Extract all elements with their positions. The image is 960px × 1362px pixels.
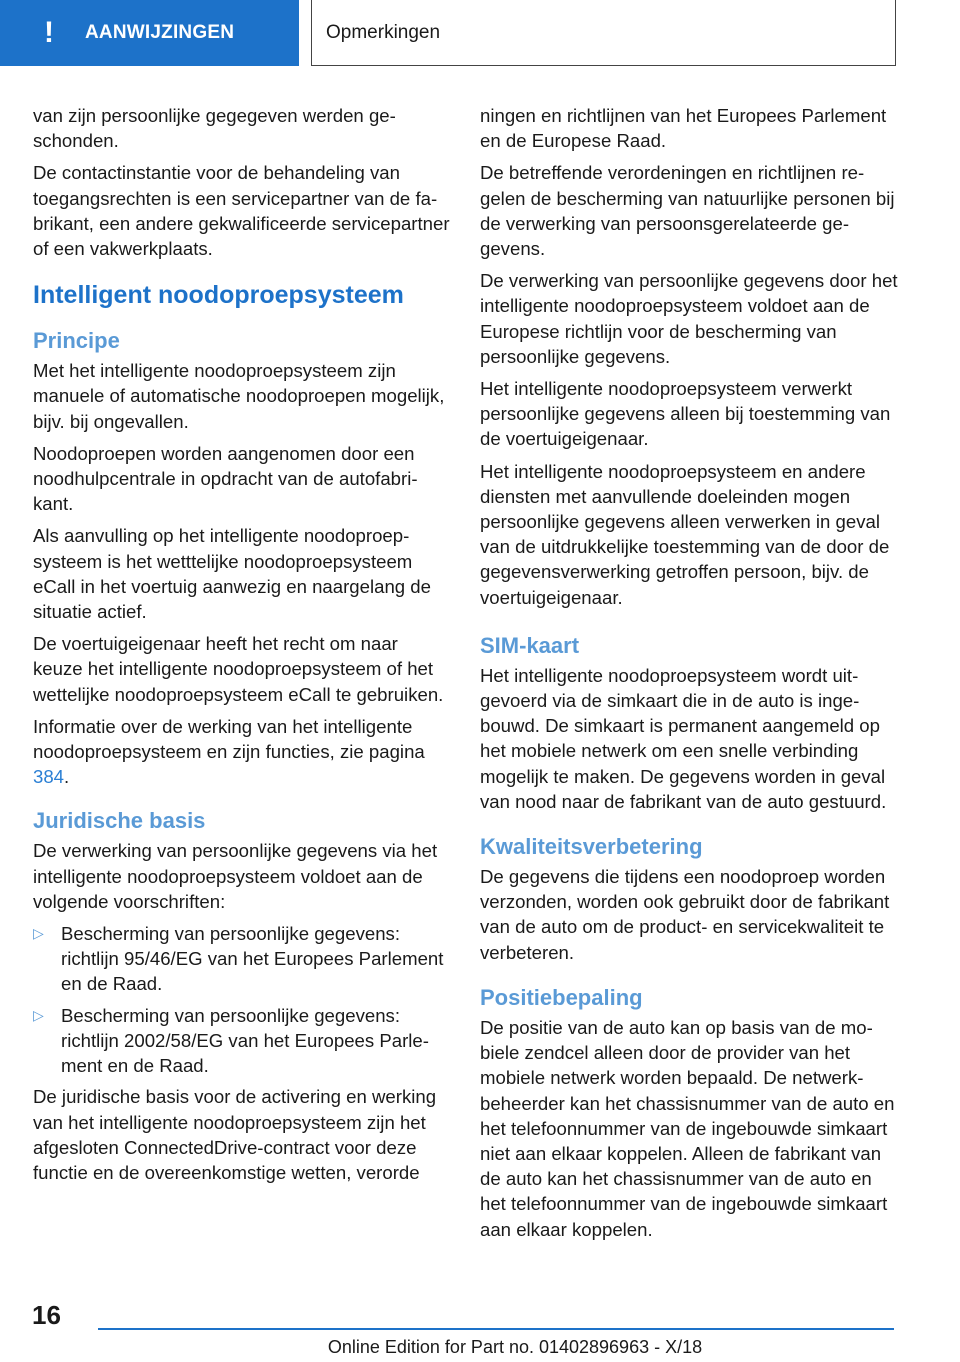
section-title: AANWIJZINGEN [85, 22, 235, 43]
paragraph: Het intelligente noodoproepsysteem wordt uitgevoerd via de simkaart die in de auto is ingebouwd. De simkaart is permanent aangemeld op het mobiele netwerk om een snelle verbinding mogelijk te maken. De gegevens worden in geval van nood naar de fabrikant van de auto gestuurd. [480, 664, 887, 812]
heading-principe: Principe [33, 328, 120, 354]
list-item-text: Bescherming van persoonlijke gegevens: richtlijn 2002/58/EG van het Europees Parlement en de Raad. [61, 1004, 429, 1077]
paragraph: De gegevens die tijdens een noodoproep worden verzonden, worden ook gebruikt door de fabrikant van de auto om de product- en servicekwaliteit te verbeteren. [480, 866, 890, 963]
subsection-title: Opmerkingen [326, 21, 441, 43]
list-item [33, 1003, 451, 1079]
list-item [33, 921, 451, 997]
regulation-list [33, 921, 451, 1078]
triangle-bullet-icon: ▷ [33, 925, 44, 942]
paragraph: De positie van de auto kan op basis van de mobiele zendcel alleen door de provider van het mobiele netwerk worden bepaald. De netwerkbeheerder kan het chassisnummer van de auto en het telefoonnummer van de ingebouwde simkaart niet aan elkaar koppelen. Alleen de fabrikant van de auto kan het chassisnummer van de auto en het telefoonnummer van de ingebouwde simkaart aan elkaar koppelen. [480, 1016, 895, 1240]
paragraph: Als aanvulling op het intelligente noodoproepsysteem is het wetttelijke noodoproepsysteem eCall in het voertuig aanwezig en naargelang de situatie actief. [33, 525, 431, 623]
paragraph: ningen en richtlijnen van het Europees Parlement en de Europese Raad. [480, 105, 887, 152]
paragraph: Het intelligente noodoproepsysteem verwerkt persoonlijke gegevens alleen bij toestemming van de voertuigeigenaar. [480, 378, 891, 450]
left-column [33, 103, 451, 1192]
reference-text: Informatie over de werking van het intelligente noodoproepsysteem en zijn functies, zie pagina [33, 715, 425, 763]
paragraph: Noodoproepen worden aangenomen door een noodhulpcentrale in opdracht van de autofabrikant. [33, 442, 418, 515]
paragraph: De contactinstantie voor de behandeling van toegangsrechten is een servicepartner van de fabrikant, een andere gekwalificeerde servicepartner of een vakwerkplaats. [33, 162, 450, 260]
paragraph: De juridische basis voor de activering en werking van het intelligente noodoproepsysteem zijn het afgesloten ConnectedDrive-contract voor deze functie en de overeenkomstige wetten, verorde [33, 1086, 437, 1183]
edition-footer: Online Edition for Part no. 01402896963 - X/18 [327, 1337, 703, 1357]
list-item-text: Bescherming van persoonlijke gegevens: richtlijn 95/46/EG van het Europees Parlement en de Raad. [61, 923, 444, 995]
paragraph: De verwerking van persoonlijke gegevens via het intelligente noodoproepsysteem voldoet aan de volgende voorschriften: [33, 840, 438, 912]
triangle-bullet-icon: ▷ [33, 1006, 44, 1023]
section-tab [0, 0, 299, 66]
page-number: 16 [32, 1300, 61, 1330]
paragraph: De verwerking van persoonlijke gegevens door het intelligente noodoproepsysteem voldoet aan de Europese richtlijn voor de bescherming van persoonlijke gegevens. [480, 270, 898, 367]
heading-positiebepaling: Positiebepaling [480, 984, 643, 1010]
paragraph: Het intelligente noodoproepsysteem en andere diensten met aanvullende doeleinden mogen persoonlijke gegevens alleen verwerken in geval van de uitdrukkelijke toestemming van de door de gegevensverwerking getroffen persoon, bijv. de voertuigeigenaar. [480, 460, 890, 608]
subsection-tab [311, 0, 896, 66]
paragraph-page-reference [33, 714, 451, 790]
heading-juridische-basis: Juridische basis [33, 808, 206, 834]
heading-sim-kaart: SIM-kaart [480, 632, 580, 658]
heading-intelligent-noodoproepsysteem: Intelligent noodoproepsysteem [33, 281, 404, 310]
paragraph: De betreffende verordeningen en richtlijnen regelen de bescherming van natuurlijke personen bij de verwerking van persoonsgerelateerde gegevens. [480, 162, 895, 260]
reference-end: . [64, 766, 70, 788]
paragraph: De voertuigeigenaar heeft het recht om naar keuze het intelligente noodoproepsysteem of het wettelijke noodoproepsysteem eCall te gebruiken. [33, 633, 444, 705]
exclamation-icon: ! [44, 16, 54, 49]
paragraph: van zijn persoonlijke gegegeven werden geschonden. [33, 105, 396, 152]
page-link-384[interactable]: 384 [33, 766, 65, 788]
paragraph: Met het intelligente noodoproepsysteem zijn manuele of automatische noodoproepen mogelijk, bijv. bij ongevallen. [33, 360, 445, 432]
heading-kwaliteitsverbetering: Kwaliteitsverbetering [480, 834, 703, 860]
right-column [480, 103, 898, 1249]
footer-divider [98, 1328, 894, 1330]
